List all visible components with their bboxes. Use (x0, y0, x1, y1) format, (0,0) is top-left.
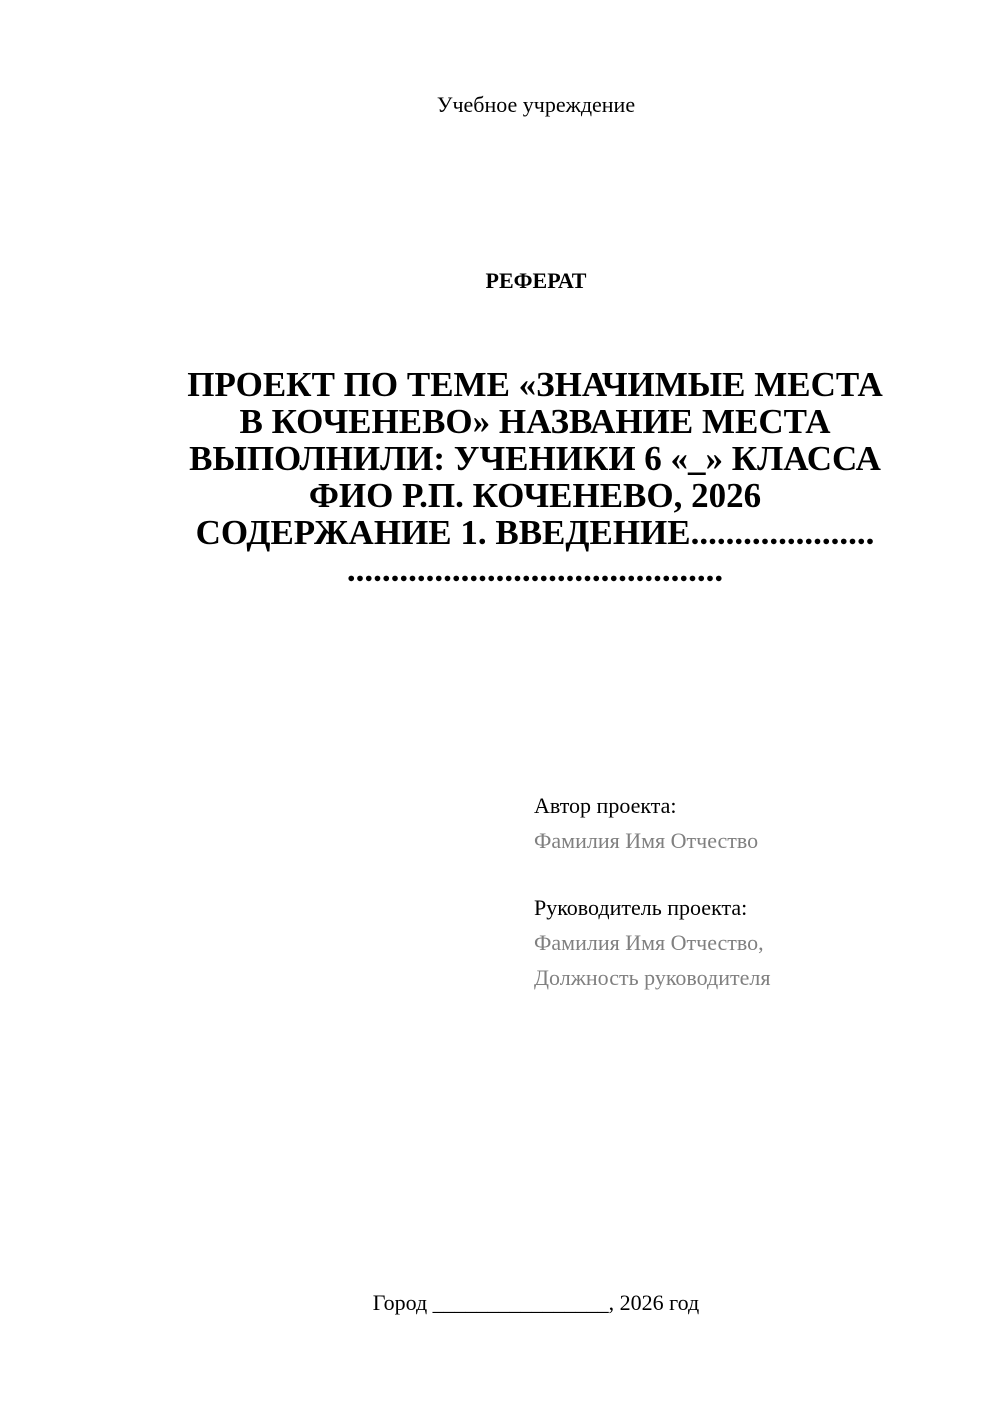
title-line: ФИО Р.П. КОЧЕНЕВО, 2026 (308, 476, 762, 515)
institution-name: Учебное учреждение (436, 92, 636, 117)
author-name: Фамилия Имя Отчество (534, 828, 759, 853)
supervisor-position: Должность руководителя (534, 965, 771, 990)
author-label: Автор проекта: (534, 793, 677, 818)
title-line: ПРОЕКТ ПО ТЕМЕ «ЗНАЧИМЫЕ МЕСТА (187, 365, 883, 404)
title-line: В КОЧЕНЕВО» НАЗВАНИЕ МЕСТА (239, 402, 831, 441)
document-type-heading: РЕФЕРАТ (485, 268, 587, 293)
supervisor-label: Руководитель проекта: (534, 895, 748, 920)
spacer (534, 858, 974, 890)
title-line: СОДЕРЖАНИЕ 1. ВВЕДЕНИЕ..................... (195, 513, 875, 552)
title-line: ВЫПОЛНИЛИ: УЧЕНИКИ 6 «_» КЛАССА (189, 439, 881, 478)
city-year-footer: Город ________________, 2026 год (372, 1290, 700, 1315)
supervisor-name: Фамилия Имя Отчество, (534, 930, 764, 955)
title-line: ........................................... (346, 550, 724, 589)
project-title (130, 366, 940, 588)
project-credits (534, 788, 974, 995)
